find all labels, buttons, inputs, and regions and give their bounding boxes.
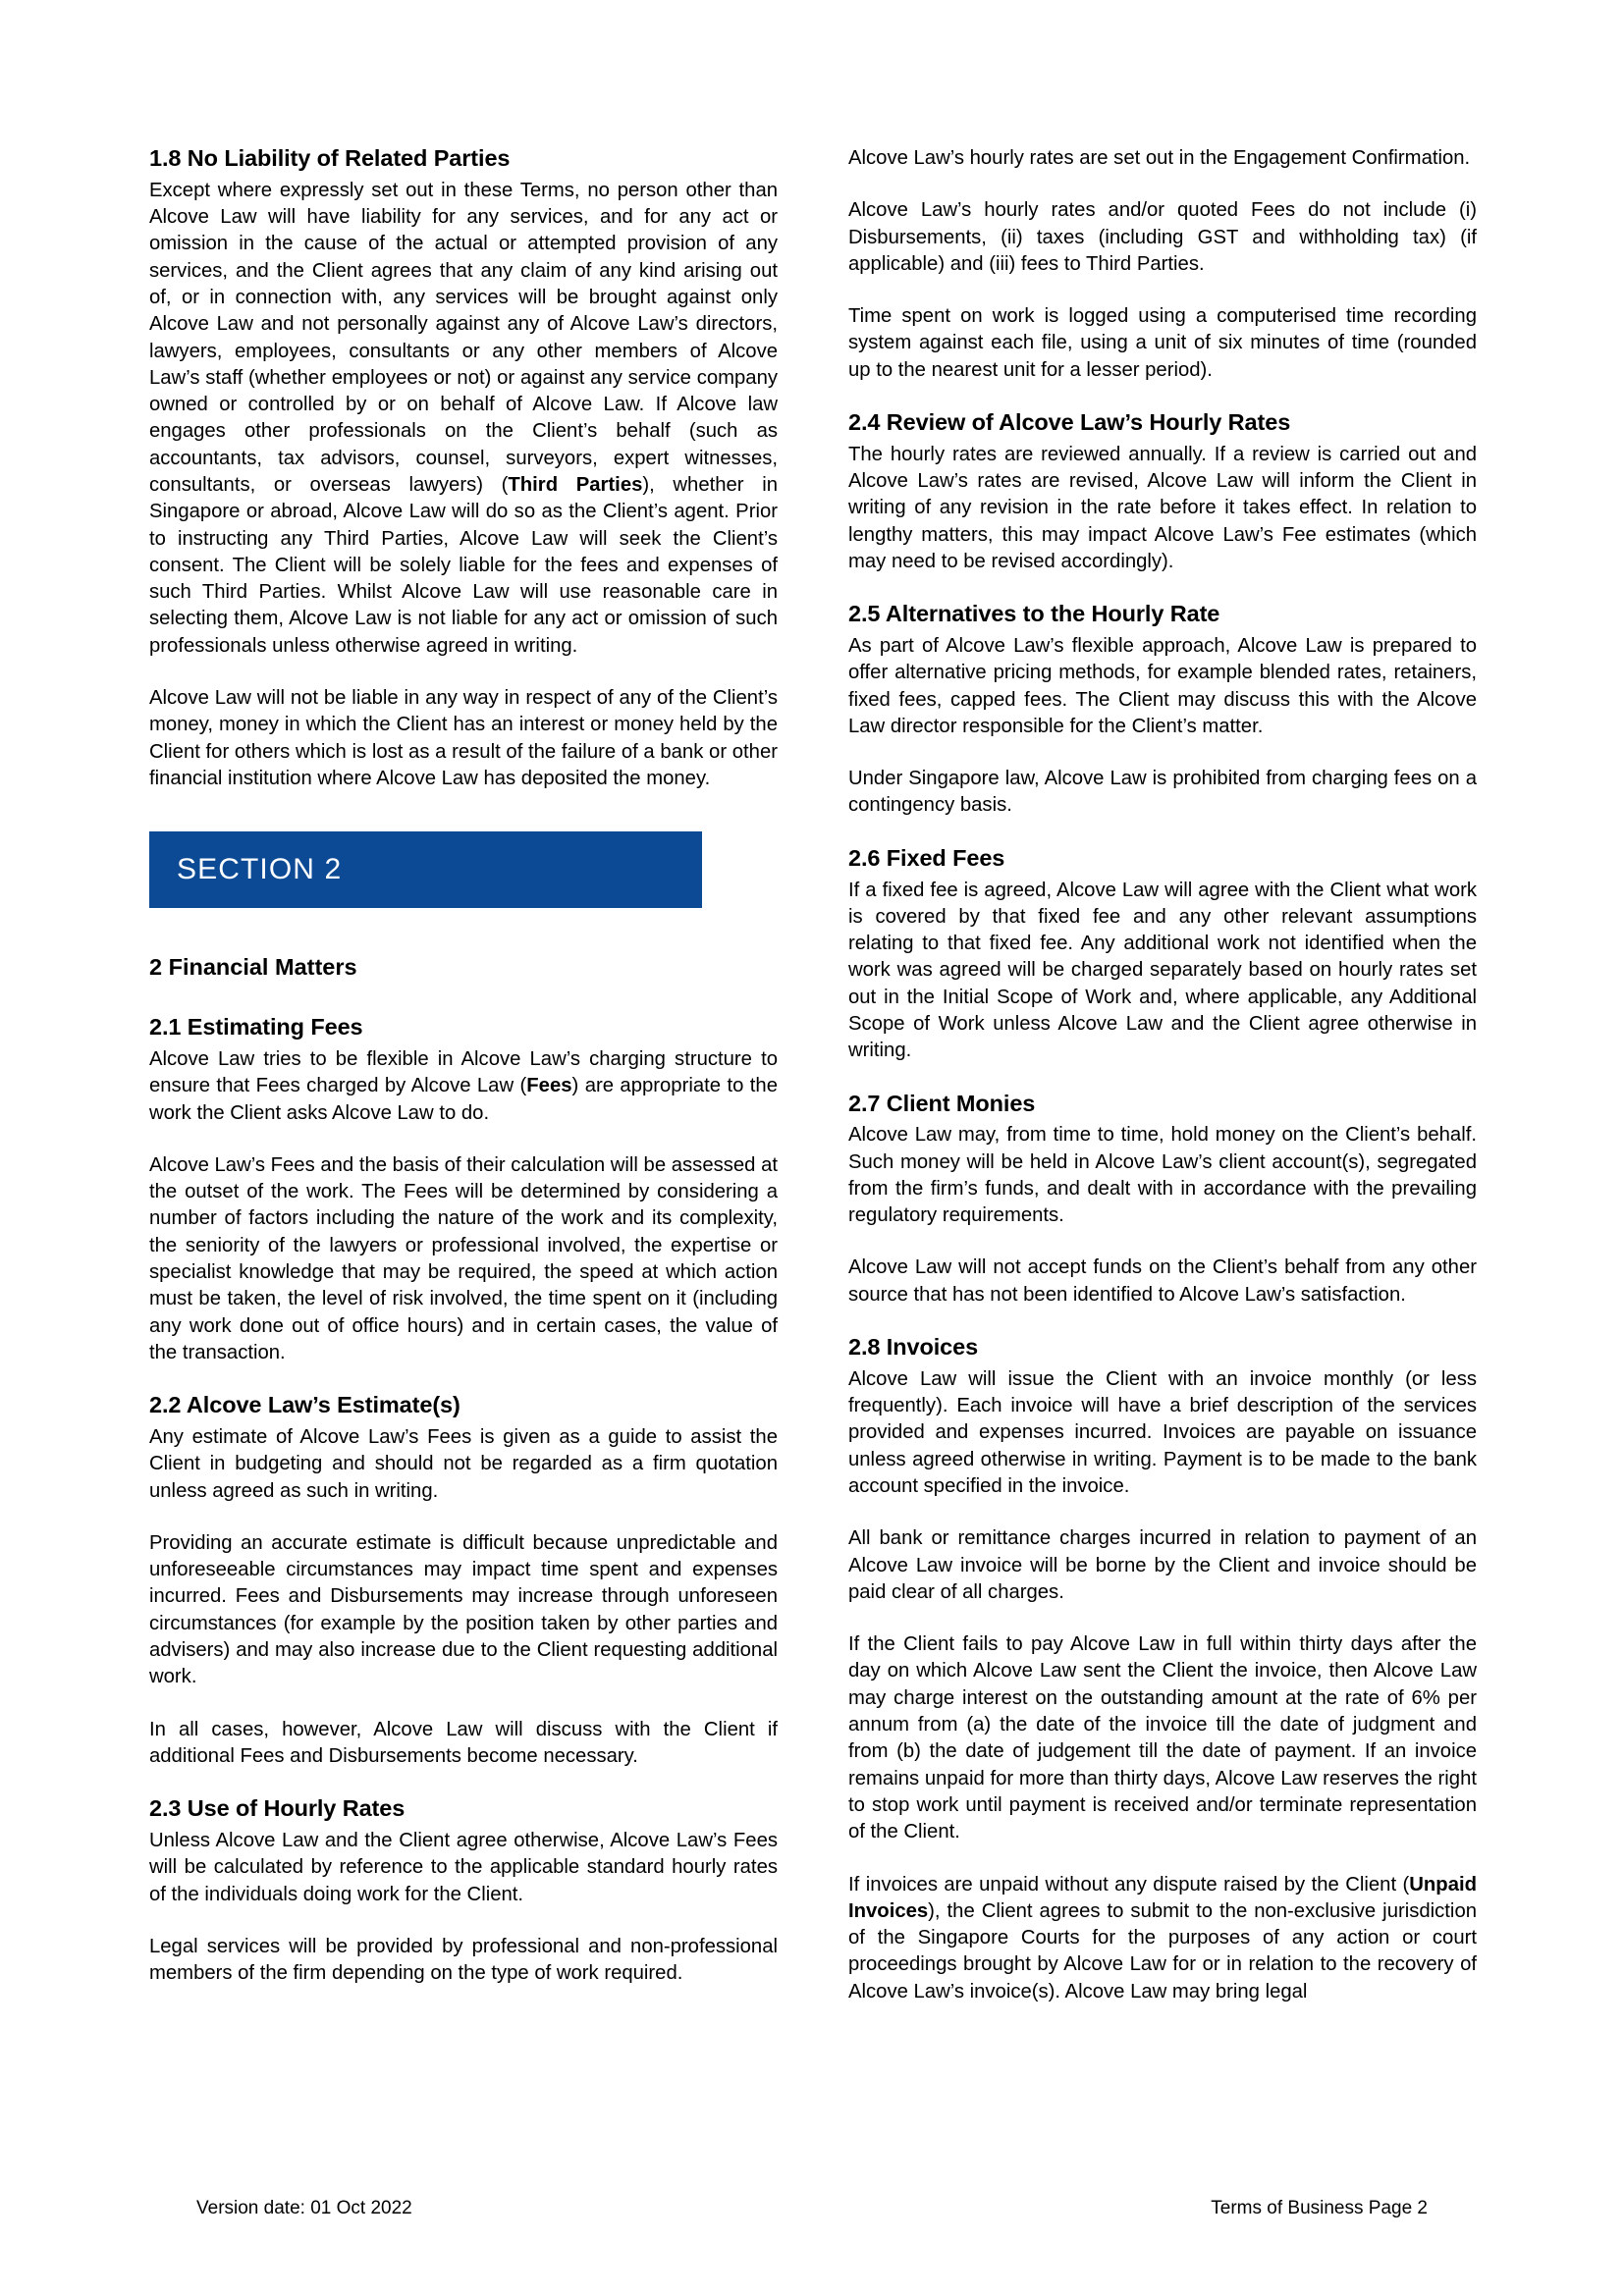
two-column-layout (149, 145, 1477, 2005)
paragraph-2-7-a: Alcove Law may, from time to time, hold money on the Client’s behalf. Such money will be held in Alcove Law’s client account(s), segregated from the firm’s funds, and dealt with in accordance with the prevailing regulatory requirements. (848, 1124, 1477, 1227)
paragraph-2-2-c: In all cases, however, Alcove Law will discuss with the Client if additional Fees and Disbursements become necessary. (149, 1718, 778, 1767)
paragraph-2-4: The hourly rates are reviewed annually. If a review is carried out and Alcove Law’s rates are revised, Alcove Law will inform the Client in writing of any revision in the rate before it takes effect. In relation to lengthy matters, this may impact Alcove Law’s Fee estimates (which may need to be revised accordingly). (848, 443, 1477, 572)
heading-2-1: 2.1 Estimating Fees (149, 1014, 363, 1041)
paragraph-2-3-a: Unless Alcove Law and the Client agree otherwise, Alcove Law’s Fees will be calculated by reference to the applicable standard hourly rates of the individuals doing work for the Client. (149, 1829, 778, 1905)
paragraph-2-1-a-part2: ) are appropriate to the work the Client asks Alcove Law to do. (149, 1075, 778, 1124)
paragraph-2-8-d (848, 1872, 1477, 2005)
heading-2-wrap (149, 954, 778, 981)
paragraph-2-8-a: Alcove Law will issue the Client with an invoice monthly (or less frequently). Each invoice will have a brief description of the services provided and expenses incurred. Invoices are payable on issuance unless agreed otherwise in writing. Payment is to be made to the bank account specified in the invoice. (848, 1367, 1477, 1497)
right-column (848, 145, 1477, 2005)
paragraph-1-8-a-part2: ), whether in Singapore or abroad, Alcove Law will do so as the Client’s agent. Prior to instructing any Third Parties, Alcove Law will seek the Client’s consent. The Client will be solely liable for the fees and expenses of such Third Parties. Whilst Alcove Law will use reasonable care in selecting them, Alcove Law is not liable for any act or omission of such professionals unless otherwise agreed in writing. (149, 473, 778, 657)
term-fees: Fees (526, 1075, 572, 1097)
paragraph-2-8-b: All bank or remittance charges incurred in relation to payment of an Alcove Law invoice will be borne by the Client and invoice should be paid clear of all charges. (848, 1527, 1477, 1603)
heading-1-8: 1.8 No Liability of Related Parties (149, 145, 511, 171)
paragraph-1-8-b: Alcove Law will not be liable in any way in respect of any of the Client’s money, money in which the Client has an interest or money held by the Client for others which is lost as a result of the failure of a bank or other financial institution where Alcove Law has deposited the money. (149, 687, 778, 789)
paragraph-2-1-b: Alcove Law’s Fees and the basis of their calculation will be assessed at the outset of the work. The Fees will be determined by considering a number of factors including the nature of the work and its complexity, the seniority of the lawyers or professional involved, the expertise or specialist knowledge that may be required, the speed at which action must be taken, the level of risk involved, the time spent on it (including any work done out of office hours) and in certain cases, the value of the transaction. (149, 1153, 778, 1363)
heading-2: 2 Financial Matters (149, 954, 357, 981)
paragraph-rates-c: Time spent on work is logged using a computerised time recording system against each file, using a unit of six minutes of time (rounded up to the nearest unit for a lesser period). (848, 305, 1477, 381)
paragraph-2-2-b: Providing an accurate estimate is difficult because unpredictable and unforeseeable circumstances may impact time spent and expenses incurred. Fees and Disbursements may increase through unforeseen circumstances (for example by the position taken by other parties and advisers) and may also increase due to the Client requesting additional work. (149, 1531, 778, 1688)
paragraph-2-1-a (149, 1046, 778, 1127)
paragraph-1-8-a (149, 178, 778, 660)
section-2-banner (149, 831, 702, 908)
paragraph-2-8-d-part2: ), the Client agrees to submit to the non-exclusive jurisdiction of the Singapore Courts for the purposes of any action or court proceedings brought by Alcove Law for or in relation to the recovery of Alcove Law’s invoice(s). Alcove Law may bring legal (848, 1899, 1477, 2002)
page-footer (196, 2198, 1428, 2219)
paragraph-2-1-a-part1: Alcove Law tries to be flexible in Alcove Law’s charging structure to ensure that Fees charged by Alcove Law ( (149, 1047, 778, 1097)
paragraph-2-3-b: Legal services will be provided by professional and non-professional members of the firm depending on the type of work required. (149, 1935, 778, 1985)
term-unpaid-invoices: Unpaid Invoices (848, 1873, 1477, 1922)
heading-2-3: 2.3 Use of Hourly Rates (149, 1795, 406, 1822)
footer-page-label: Terms of Business Page 2 (1211, 2198, 1428, 2218)
heading-2-8: 2.8 Invoices (848, 1334, 979, 1361)
heading-2-5: 2.5 Alternatives to the Hourly Rate (848, 601, 1220, 627)
paragraph-2-8-d-part1: If invoices are unpaid without any dispute raised by the Client ( (848, 1873, 1410, 1896)
paragraph-1-8-a-part1: Except where expressly set out in these Terms, no person other than Alcove Law will have liability for any services, and for any act or omission in the cause of the actual or attempted provision of any services, and the Client agrees that any claim of any kind arising out of, or in connection with, any services will be brought against only Alcove Law and not personally against any of Alcove Law’s directors, lawyers, employees, consultants or any other members of Alcove Law’s staff (whether employees or not) or against any service company owned or controlled by or on behalf of Alcove Law. If Alcove law engages other professionals on the Client’s behalf (such as accountants, tax advisors, counsel, surveyors, expert witnesses, consultants, or overseas lawyers) ( (149, 179, 778, 496)
heading-2-2: 2.2 Alcove Law’s Estimate(s) (149, 1392, 460, 1418)
term-third-parties: Third Parties (508, 473, 643, 496)
heading-2-6: 2.6 Fixed Fees (848, 844, 1005, 871)
left-column (149, 145, 778, 2005)
paragraph-2-6: If a fixed fee is agreed, Alcove Law will agree with the Client what work is covered by that fixed fee and any other relevant assumptions relating to that fixed fee. Any additional work not identified when the work was agreed will be charged separately based on hourly rates set out in the Initial Scope of Work and, where applicable, any Additional Scope of Work unless Alcove Law and the Client agree otherwise in writing. (848, 879, 1477, 1062)
paragraph-rates-b: Alcove Law’s hourly rates and/or quoted Fees do not include (i) Disbursements, (ii) taxes (including GST and withholding tax) (if applicable) and (iii) fees to Third Parties. (848, 199, 1477, 275)
paragraph-2-8-c: If the Client fails to pay Alcove Law in full within thirty days after the day on which Alcove Law sent the Client the invoice, then Alcove Law may charge interest on the outstanding amount at the rate of 6% per annum from (a) the date of the invoice till the date of judgment and from (b) the date of judgement till the date of payment. If an invoice remains unpaid for more than thirty days, Alcove Law reserves the right to stop work until payment is received and/or terminate representation of the Client. (848, 1633, 1477, 1843)
paragraph-rates-a: Alcove Law’s hourly rates are set out in the Engagement Confirmation. (848, 147, 1471, 169)
heading-2-4: 2.4 Review of Alcove Law’s Hourly Rates (848, 409, 1291, 436)
footer-version-date: Version date: 01 Oct 2022 (196, 2198, 412, 2218)
paragraph-2-5-a: As part of Alcove Law’s flexible approach, Alcove Law is prepared to offer alternative pricing methods, for example blended rates, retainers, fixed fees, capped fees. The Client may discuss this with the Alcove Law director responsible for the Client’s matter. (848, 635, 1477, 737)
paragraph-2-7-b: Alcove Law will not accept funds on the Client’s behalf from any other source that has not been identified to Alcove Law’s satisfaction. (848, 1256, 1477, 1306)
paragraph-2-5-b: Under Singapore law, Alcove Law is prohibited from charging fees on a contingency basis. (848, 768, 1477, 817)
section-2-banner-label: SECTION 2 (177, 853, 343, 886)
heading-2-7: 2.7 Client Monies (848, 1090, 1036, 1116)
paragraph-2-2-a: Any estimate of Alcove Law’s Fees is given as a guide to assist the Client in budgeting and should not be regarded as a firm quotation unless agreed as such in writing. (149, 1425, 778, 1502)
